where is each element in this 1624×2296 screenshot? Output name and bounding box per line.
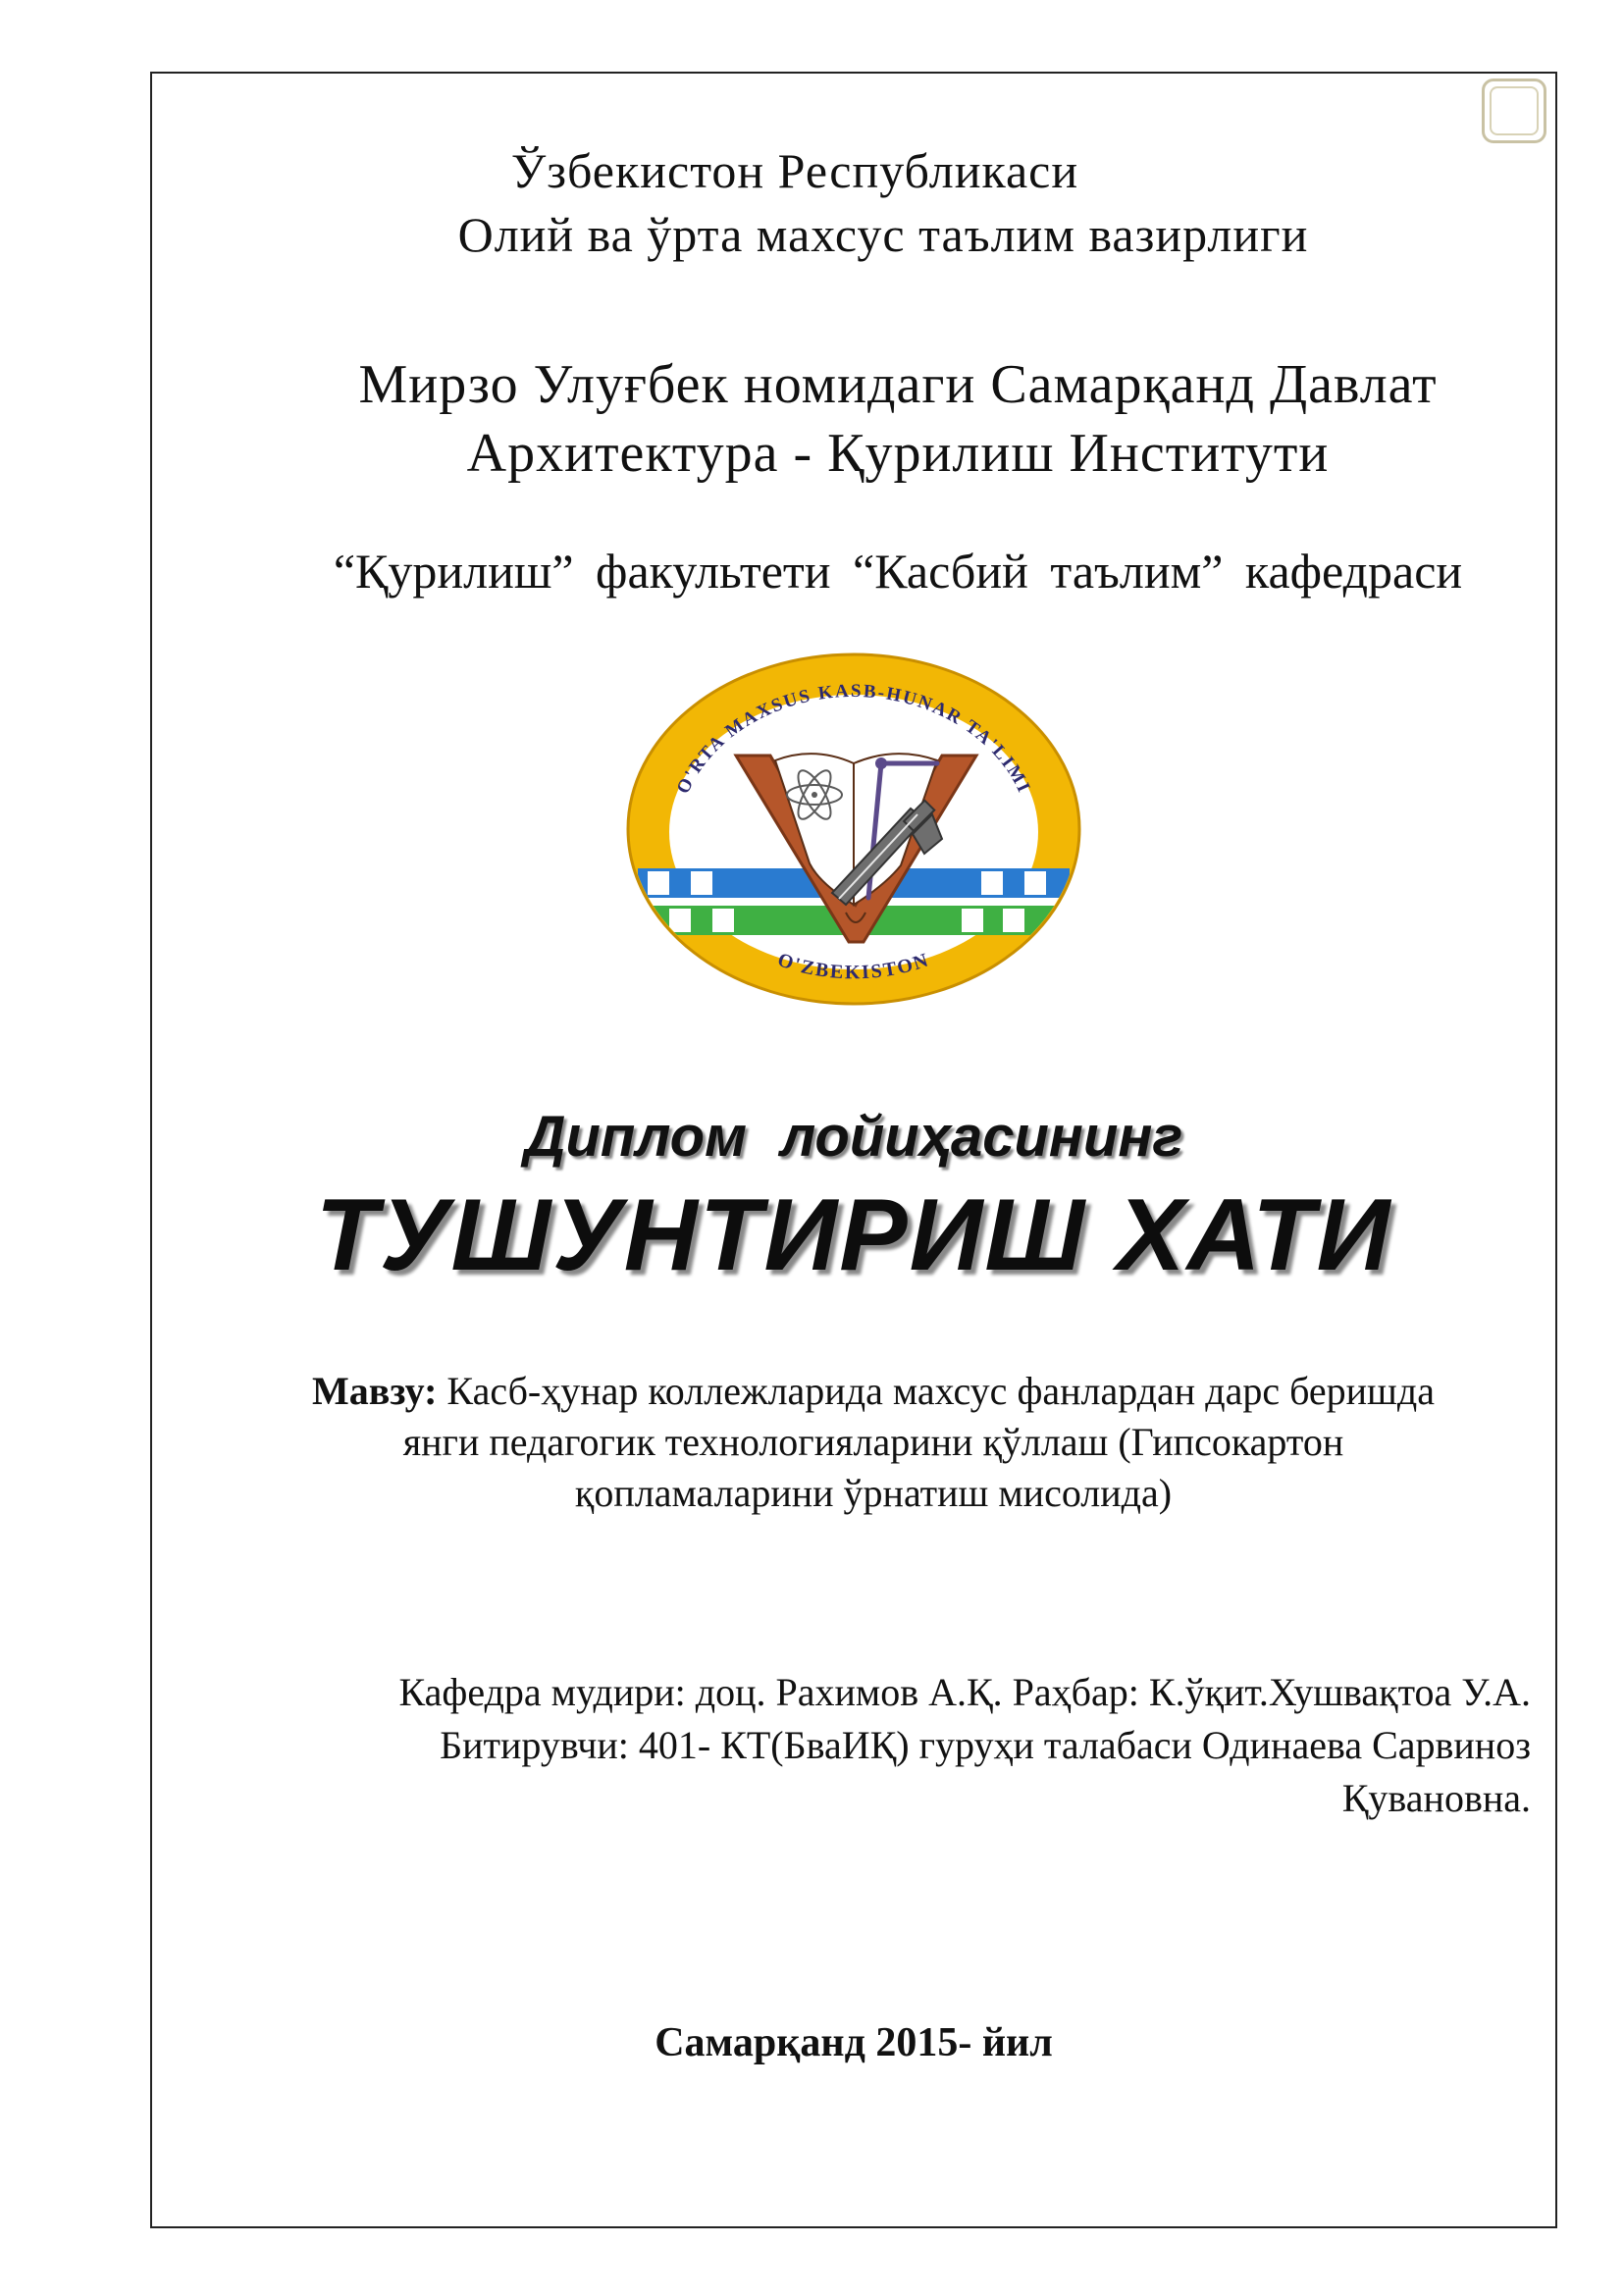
page-corner-icon [1482, 78, 1546, 143]
document-subtitle: Диплом лойиҳасининг [524, 1105, 1183, 1169]
graduate-student: Битирувчи: 401- КТ(БваИҚ) гуруҳи талабаси Одинаева Сарвиноз [440, 1723, 1531, 1767]
place-and-year: Самарқанд 2015- йил [655, 2020, 1053, 2065]
country-name: Ўзбекистон Республикаси [510, 143, 1079, 198]
topic-line-2: янги педагогик технологияларини қўллаш (Гипсокартон [402, 1420, 1344, 1464]
svg-text:O'RTA MAXSUS KASB-HUNAR TA'LIM: O'RTA MAXSUS KASB-HUNAR TA'LIMI [672, 680, 1035, 798]
topic-block [226, 1366, 1521, 1519]
head-and-supervisor: Кафедра мудири: доц. Рахимов А.Қ. Раҳбар: К.ўқит.Хушвақтоа У.А. [398, 1670, 1531, 1714]
faculty-department: “Қурилиш” факультети “Касбий таълим” кафедраси [333, 544, 1463, 599]
responsible-persons [226, 1666, 1531, 1825]
document-title: ТУШУНТИРИШ ХАТИ [315, 1178, 1392, 1292]
topic-text-1: Касб-ҳунар коллежларида махсус фанлардан дарс беришда [437, 1369, 1435, 1413]
institute-name-line1: Мирзо Улуғбек номидаги Самарқанд Давлат [358, 354, 1438, 415]
topic-line-1 [226, 1366, 1521, 1417]
ministry-name: Олий ва ўрта махсус таълим вазирлиги [457, 207, 1309, 262]
topic-line-3: қопламаларини ўрнатиш мисолида) [574, 1471, 1173, 1515]
vocational-education-emblem [618, 648, 1089, 1011]
graduate-student-patronymic: Қувановна. [1341, 1776, 1531, 1820]
svg-text:O'ZBEKISTON: O'ZBEKISTON [774, 949, 933, 984]
institute-name-line2: Архитектура - Қурилиш Институти [466, 423, 1330, 484]
topic-label: Мавзу: [312, 1369, 438, 1413]
